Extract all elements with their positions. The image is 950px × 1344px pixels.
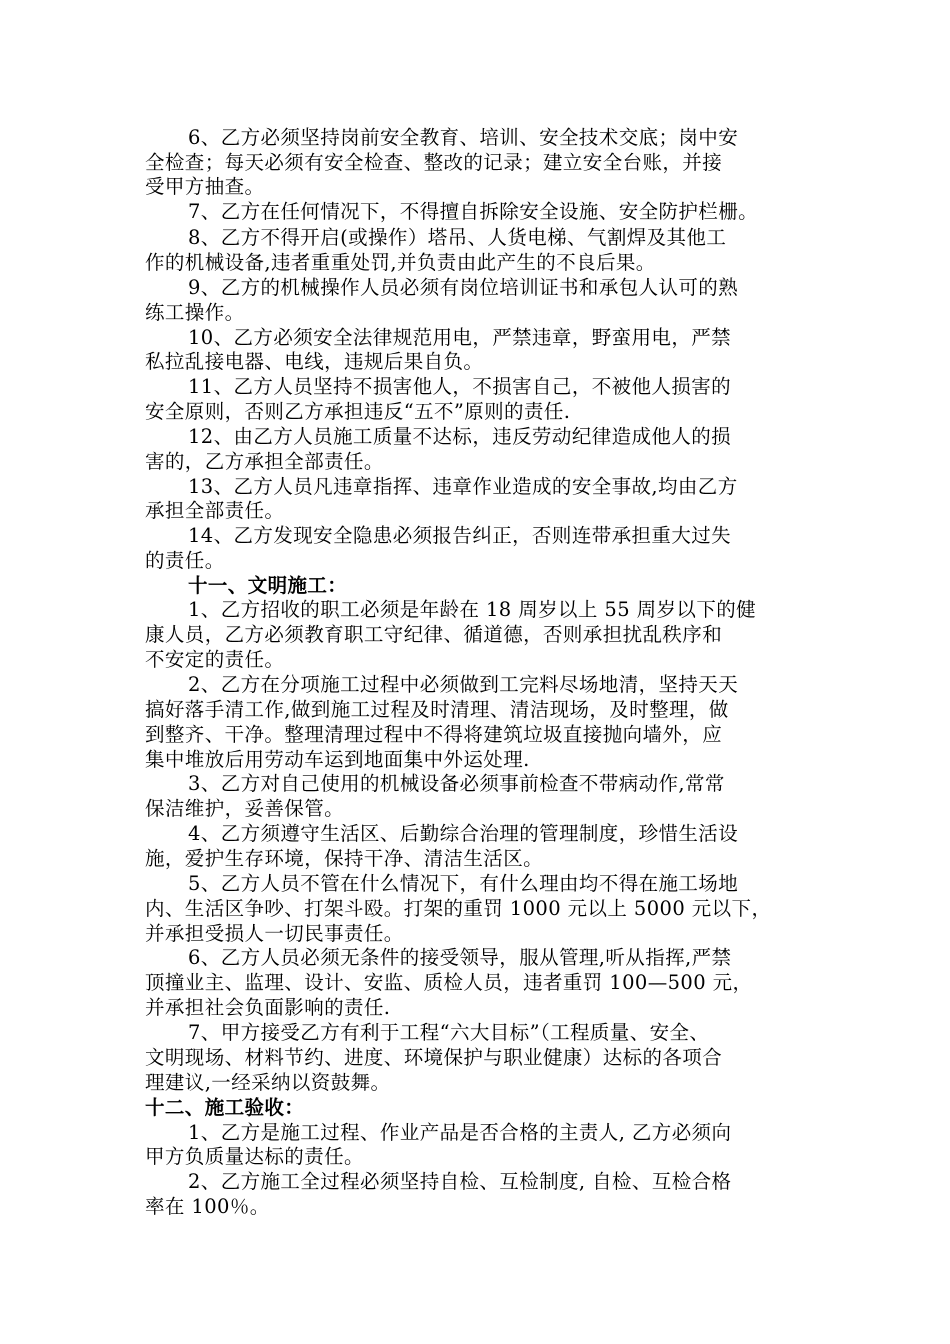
text-line: 文明现场、材料节约、进度、环境保护与职业健康）达标的各项合 bbox=[145, 1046, 723, 1069]
text-line: 受甲方抽查。 bbox=[145, 175, 265, 198]
text-line: 13、乙方人员凡违章指挥、违章作业造成的安全事故,均由乙方 bbox=[188, 475, 738, 498]
text-line: 11、乙方人员坚持不损害他人，不损害自己，不被他人损害的 bbox=[188, 375, 732, 398]
text-line: 并承担受损人一切民事责任。 bbox=[145, 922, 404, 945]
text-line: 顶撞业主、监理、设计、安监、质检人员，违者重罚 100—500 元， bbox=[145, 971, 753, 994]
text-line: 10、乙方必须安全法律规范用电，严禁违章，野蛮用电，严禁 bbox=[188, 326, 732, 349]
text-line: 内、生活区争吵、打架斗殴。打架的重罚 1000 元以上 5000 元以下， bbox=[145, 897, 772, 920]
text-line: 1、乙方招收的职工必须是年龄在 18 周岁以上 55 周岁以下的健 bbox=[188, 598, 757, 621]
text-line: 练工操作。 bbox=[145, 301, 245, 324]
text-line: 9、乙方的机械操作人员必须有岗位培训证书和承包人认可的熟 bbox=[188, 276, 739, 299]
text-line: 施，爱护生存环境，保持干净、清洁生活区。 bbox=[145, 847, 544, 870]
text-line: 率在 100％。 bbox=[145, 1195, 270, 1218]
text-line: 1、乙方是施工过程、作业产品是否合格的主责人, 乙方必须向 bbox=[188, 1121, 732, 1144]
text-line: 2、乙方在分项施工过程中必须做到工完料尽场地清，坚持天天 bbox=[188, 673, 739, 696]
text-line: 害的，乙方承担全部责任。 bbox=[145, 450, 384, 473]
text-line: 康人员，乙方必须教育职工守纪律、循道德，否则承担扰乱秩序和 bbox=[145, 623, 723, 646]
text-line: 安全原则，否则乙方承担违反“五不”原则的责任. bbox=[145, 400, 571, 423]
text-line: 集中堆放后用劳动车运到地面集中外运处理. bbox=[145, 748, 530, 771]
text-line: 保洁维护，妥善保管。 bbox=[145, 797, 345, 820]
text-line: 私拉乱接电器、电线，违规后果自负。 bbox=[145, 350, 484, 373]
section-heading-acceptance: 十二、施工验收： bbox=[145, 1096, 305, 1119]
text-line: 并承担社会负面影响的责任. bbox=[145, 996, 391, 1019]
text-line: 不安定的责任。 bbox=[145, 648, 285, 671]
text-line: 3、乙方对自己使用的机械设备必须事前检查不带病动作,常常 bbox=[188, 772, 725, 795]
text-line: 5、乙方人员不管在什么情况下，有什么理由均不得在施工场地 bbox=[188, 872, 739, 895]
text-line: 的责任。 bbox=[145, 549, 225, 572]
text-line: 2、乙方施工全过程必须坚持自检、互检制度, 自检、互检合格 bbox=[188, 1170, 732, 1193]
text-line: 8、乙方不得开启(或操作）塔吊、人货电梯、气割焊及其他工 bbox=[188, 226, 727, 249]
text-line: 7、甲方接受乙方有利于工程“六大目标”（工程质量、安全、 bbox=[188, 1021, 710, 1044]
text-line: 14、乙方发现安全隐患必须报告纠正，否则连带承担重大过失 bbox=[188, 524, 732, 547]
text-line: 理建议,一经采纳以资鼓舞。 bbox=[145, 1071, 391, 1094]
text-line: 6、乙方必须坚持岗前安全教育、培训、安全技术交底；岗中安 bbox=[188, 126, 739, 149]
text-line: 6、乙方人员必须无条件的接受领导，服从管理,听从指挥,严禁 bbox=[188, 946, 732, 969]
section-heading-civilized-construction: 十一、文明施工： bbox=[188, 574, 348, 597]
text-line: 甲方负质量达标的责任。 bbox=[145, 1145, 364, 1168]
text-line: 4、乙方须遵守生活区、后勤综合治理的管理制度，珍惜生活设 bbox=[188, 822, 739, 845]
text-line: 搞好落手清工作,做到施工过程及时清理、清洁现场，及时整理，做 bbox=[145, 698, 729, 721]
text-line: 到整齐、干净。整理清理过程中不得将建筑垃圾直接抛向墙外，应 bbox=[145, 723, 723, 746]
text-line: 全检查；每天必须有安全检查、整改的记录；建立安全台账，并接 bbox=[145, 151, 723, 174]
text-line: 7、乙方在任何情况下，不得擅自拆除安全设施、安全防护栏栅。 bbox=[188, 200, 759, 223]
text-line: 12、由乙方人员施工质量不达标，违反劳动纪律造成他人的损 bbox=[188, 425, 732, 448]
text-line: 承担全部责任。 bbox=[145, 499, 285, 522]
text-line: 作的机械设备,违者重重处罚,并负责由此产生的不良后果。 bbox=[145, 251, 656, 274]
